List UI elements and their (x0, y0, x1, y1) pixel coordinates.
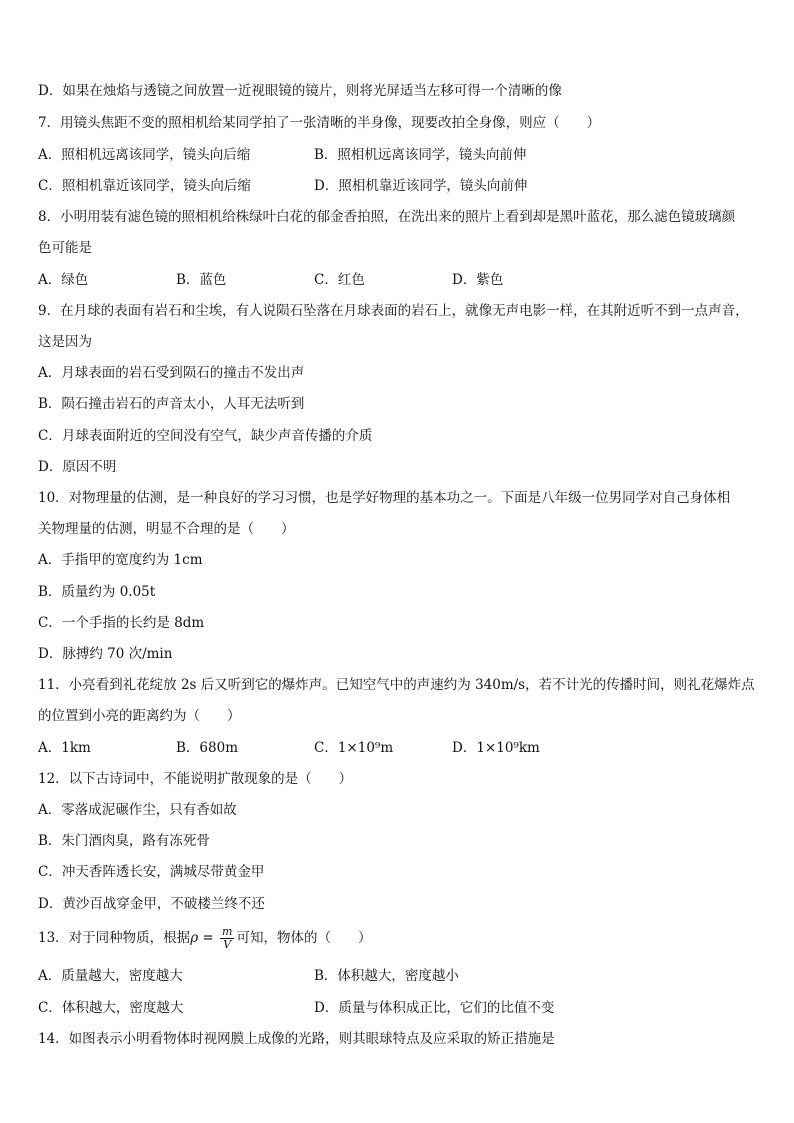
fraction-denominator: V (223, 938, 232, 951)
q8-stem-line2: 色可能是 (38, 240, 92, 256)
q13-stem-prefix: 13．对于同种物质，根据 (38, 930, 191, 946)
q7-option-c: C．照相机靠近该同学，镜头向后缩 (38, 178, 251, 194)
q14-stem: 14．如图表示小明看物体时视网膜上成像的光路，则其眼球特点及应采取的矫正措施是 (38, 1031, 555, 1047)
q13-option-a: A．质量越大，密度越大 (38, 968, 183, 984)
q8-stem-line1: 8．小明用装有滤色镜的照相机给株绿叶白花的郁金香拍照，在洗出来的照片上看到却是黑叶蓝花，那么滤色镜玻璃颜 (38, 209, 736, 225)
q12-stem: 12．以下古诗词中，不能说明扩散现象的是（ ） (38, 771, 353, 787)
q8-option-a: A．绿色 (38, 272, 89, 288)
q8-option-c: C．红色 (314, 272, 365, 288)
density-formula-fraction (220, 926, 234, 951)
q13-option-d: D．质量与体积成正比，它们的比值不变 (314, 1000, 555, 1016)
q9-stem-line1: 9．在月球的表面有岩石和尘埃，有人说陨石坠落在月球表面的岩石上，就像无声电影一样，在其附近听不到一点声音， (38, 303, 749, 319)
q13-option-c: C．体积越大，密度越大 (38, 1000, 184, 1016)
q9-option-a: A．月球表面的岩石受到陨石的撞击不发出声 (38, 365, 305, 381)
q7-stem: 7．用镜头焦距不变的照相机给某同学拍了一张清晰的半身像，现要改拍全身像，则应（ ） (38, 115, 601, 131)
q10-stem-line2: 关物理量的估测，明显不合理的是（ ） (38, 521, 295, 537)
q8-option-d: D．紫色 (452, 272, 504, 288)
q12-option-c: C．冲天香阵透长安，满城尽带黄金甲 (38, 864, 265, 880)
q12-option-d: D．黄沙百战穿金甲，不破楼兰终不还 (38, 896, 265, 912)
q13-stem (38, 926, 371, 951)
q11-option-a: A．1km (38, 740, 91, 756)
q9-option-b: B．陨石撞击岩石的声音太小，人耳无法听到 (38, 396, 305, 412)
q10-stem-line1: 10．对物理量的估测，是一种良好的学习习惯，也是学好物理的基本功之一。下面是八年级一位男同学对自己身体相 (38, 490, 731, 506)
q10-option-b: B．质量约为 0.05t (38, 584, 156, 600)
q11-option-c: C．1×10⁹m (314, 740, 394, 756)
q9-option-c: C．月球表面附近的空间没有空气，缺少声音传播的介质 (38, 428, 373, 444)
q6-option-d: D．如果在烛焰与透镜之间放置一近视眼镜的镜片，则将光屏适当左移可得一个清晰的像 (38, 83, 562, 99)
q12-option-b: B．朱门酒肉臭，路有冻死骨 (38, 833, 210, 849)
q10-option-d: D．脉搏约 70 次/min (38, 646, 173, 662)
q10-option-c: C．一个手指的长约是 8dm (38, 615, 205, 631)
q11-stem-line2: 的位置到小亮的距离约为（ ） (38, 708, 241, 724)
q11-option-d: D．1×10⁹km (452, 740, 540, 756)
q7-option-b: B．照相机远离该同学，镜头向前伸 (314, 147, 527, 163)
q7-option-d: D．照相机靠近该同学，镜头向前伸 (314, 178, 528, 194)
density-symbol: ρ (190, 930, 199, 946)
q13-stem-suffix: 可知，物体的（ ） (236, 930, 372, 946)
q7-option-a: A．照相机远离该同学，镜头向后缩 (38, 147, 251, 163)
q9-option-d: D．原因不明 (38, 459, 117, 475)
q12-option-a: A．零落成泥碾作尘，只有香如故 (38, 802, 237, 818)
q9-stem-line2: 这是因为 (38, 334, 92, 350)
q10-option-a: A．手指甲的宽度约为 1cm (38, 552, 203, 568)
q11-option-b: B．680m (176, 740, 238, 756)
q11-stem-line1: 11．小亮看到礼花绽放 2s 后又听到它的爆炸声。已知空气中的声速约为 340m/s，若不计光的传播时间，则礼花爆炸点 (38, 677, 755, 693)
fraction-numerator: m (222, 925, 233, 938)
q13-option-b: B．体积越大，密度越小 (314, 968, 459, 984)
equals-sign: = (198, 930, 219, 946)
q8-option-b: B．蓝色 (176, 272, 227, 288)
